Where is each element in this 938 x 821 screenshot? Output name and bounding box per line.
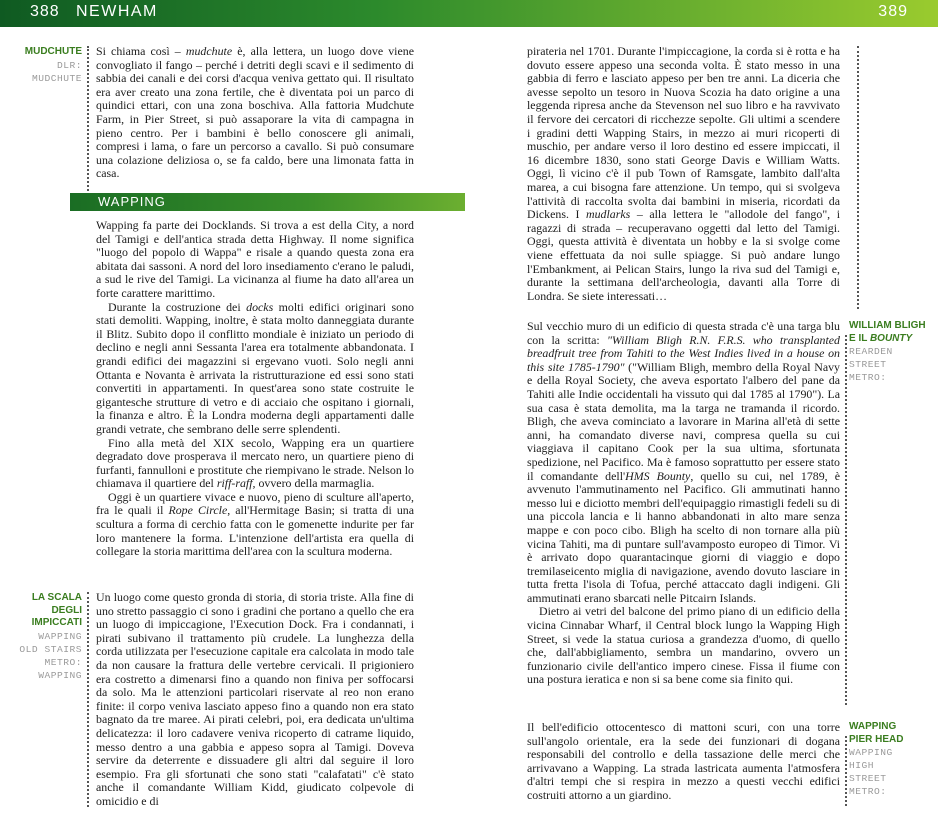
mudchute-paragraph: Si chiama così – mudchute è, alla lettera, un luogo dove viene convogliato il fango – perché i detriti degli scavi e il sedimento di sabbia dei canali e dei corsi d'acqua veniva gettato qui. Il risultato era aver creato una zona fertile, che è diventata poi un parco di quindici ettari, con una zona boschiva. Alla fattoria Mudchute Farm, in Pier Street, si può assaporare la vita di campagna in pieno centro. Per i bambini è bello conoscere gli animali, compresi i lama, o fare un percorso a cavallo. Si può consumare una colazione deliziosa o, se fa caldo, bere una limonata fatta in casa. — [96, 44, 414, 181]
scala-meta-2: OLD STAIRS — [19, 643, 82, 655]
wapping-text — [96, 219, 414, 559]
mudchute-title: MUDCHUTE — [24, 46, 82, 57]
bligh-sidebar — [849, 320, 937, 384]
scala-meta-1: WAPPING — [38, 630, 82, 642]
mudchute-meta-2: MUDCHUTE — [31, 72, 82, 84]
scala-divider — [87, 592, 89, 807]
scala-meta-4: WAPPING — [38, 669, 82, 681]
wapping-paragraph-2: Durante la costruzione dei docks molti edifici originari sono stati demoliti. Wapping, inoltre, è stata molto danneggiata durante il Blitz. Subito dopo il conflitto mondiale è iniziato un periodo di declino e negli anni Sessanta l'area era totalmente abbandonata. I grandi edifici dei magazzini si ergevano vuoti. Solo negli anni Ottanta e Novanta è arrivata la ristrutturazione ed essi sono stati convertiti in appartamenti. In quest'area sono state costruite le gigantesche strutture di vetro e di acciaio che ospitano i giornali, la finanza e altro. È la Londra moderna degli appartamenti dalle grandi vetrate, che sembrano delle serre splendenti. — [96, 299, 414, 436]
scala-title-1: LA SCALA — [31, 592, 82, 603]
bligh-divider — [845, 335, 847, 705]
pierhead-meta-3: STREET — [849, 773, 887, 784]
wapping-banner-label: WAPPING — [98, 194, 166, 209]
pierhead-meta-2: HIGH — [849, 760, 875, 771]
pierhead-paragraph: Il bell'edificio ottocentesco di mattoni scuri, con una torre sull'angolo orientale, era la sede dei funzionari di dogana responsabili del controllo e della tassazione delle merci che arrivavano a Wapping. La strada lastricata aumenta l'atmosfera d'altri tempi che si respira in mezzo a questi vecchi edifici costruiti attorno a un giardino. — [527, 720, 840, 802]
bligh-title-2: E IL BOUNTY — [849, 332, 913, 344]
pierhead-title-2: PIER HEAD — [849, 733, 904, 745]
left-page-number: 388 — [30, 3, 60, 20]
pierhead-divider — [845, 736, 847, 806]
wapping-section-banner — [70, 193, 465, 211]
pierhead-meta-1: WAPPING — [849, 747, 893, 758]
right-page-number: 389 — [878, 3, 908, 20]
mudchute-sidebar — [0, 46, 82, 85]
pierhead-sidebar — [849, 721, 937, 798]
pierhead-title-1: WAPPING — [849, 721, 897, 732]
mudchute-meta-1: DLR: — [56, 59, 82, 71]
bligh-paragraph-2: Dietro ai vetri del balcone del primo piano di un edificio della vicina Cinnabar Wharf, il Central block lungo la Wapping High Street, si vede la statua curiosa a grandezza d'uomo, di quello che, dall'abbigliamento, sembra un mandarino, ovvero un funzionario civile dell'antico impero cinese. Fissa il fiume con una postura ieratica e non si sa bene come sia finito qui. — [527, 604, 840, 687]
scala-text-right — [527, 45, 840, 303]
scala-title-2: DEGLI IMPICCATI — [31, 604, 82, 628]
wapping-paragraph-4: Oggi è un quartiere vivace e nuovo, pieno di sculture all'aperto, fra le quali il Rope Circle, all'Hermitage Basin; si tratta di una scultura a forma di cerchio fatta con le gomenette indurite per far loro mantenere la forma. L'intenzione dell'artista era quella di collegare la storia marittima dell'area con la scultura moderna. — [96, 489, 414, 559]
pierhead-text — [527, 721, 840, 803]
chapter-title: NEWHAM — [76, 3, 158, 20]
bligh-meta-1: REARDEN — [849, 346, 893, 357]
scala-paragraph-2: pirateria nel 1701. Durante l'impiccagione, la corda si è rotta e ha dovuto essere appeso una seconda volta. È stato messo in una gabbia di ferro e lasciato appeso per ben tre anni. La diceria che avesse sepolto un tesoro in Nuova Scozia ha dato origine a una leggenda ripresa anche da Stevenson nel suo libro e ha ravvivato il fervore dei cercatori di ricchezze sepolte. Gli ultimi a scendere i gradini detti Wapping Stairs, in mezzo ai muri ricoperti di muschio, per andare verso il loro destino ed essere impiccati, il 16 dicembre 1830, sono stati George Davis e William Watts. Oggi, lì vicino c'è il pub Town of Ramsgate, lambito dall'alta marea, a cui bisogna fare attenzione. Un tempo, qui si svolgeva l'attività di raccolta svolta dai bambini in miseria, ricordati da Dickens. I mudlarks – alla lettera le "allodole del fango", i ragazzi di strada – recuperavano oggetti dal letto del Tamigi. Oggi, questa attività è diventata un hobby e la si svolge come viene effettuata da noi sulle spiagge. Si può andare lungo l'Embankment, ai Pelican Stairs, lungo la riva sud del Tamigi e, durante la settimana dell'archeologia, davanti alla Torre di Londra. Se siete interessati… — [527, 44, 841, 303]
scala-meta-3: METRO: — [44, 656, 82, 668]
bligh-title-1: WILLIAM BLIGH — [849, 320, 926, 331]
scala-sidebar — [0, 592, 82, 682]
wapping-paragraph-3: Fino alla metà del XIX secolo, Wapping era un quartiere degradato dove prosperava il mercato nero, un quartiere pieno di furfanti, fannulloni e prostitute che riempivano le strade. Nelson lo chiamava il quartiere del riff-raff, ovvero della marmaglia. — [96, 435, 414, 491]
wapping-paragraph-1: Wapping fa parte dei Docklands. Si trova a est della City, a nord del Tamigi e dell'antica strada detta Highway. Il nome significa "luogo del popolo di Wappa" e risale a quando questa zona era abitata dai sassoni. A nord del loro insediamento c'erano le paludi, a sud le rive del Tamigi. La vicinanza al fiume ha dato all'area un forte carattere marittimo. — [96, 218, 414, 300]
scala-text-left — [96, 591, 414, 809]
bligh-paragraph-1: Sul vecchio muro di un edificio di questa strada c'è una targa blu con la scritta: "William Bligh R.N. F.R.S. who transplanted breadfruit tree from Tahiti to the West Indies lived in a house on this site 1785-1790" ("William Bligh, membro della Royal Navy e della Royal Society, che aveva esportato l'albero del pane da Tahiti alle Indie occidentali ha vissuto qui dal 1785 al 1790"). La sua casa è stata demolita, ma la targa ne tramanda il ricordo. Bligh, che aveva cominciato a lavorare in Marina all'età di sette anni, ha comandato diverse navi, compresa quella su cui viaggiava il capitano Cook per la sua ultima, sfortunata spedizione, nel Pacifico. Ma è famoso soprattutto per essere stato il comandante dell'HMS Bounty, quello su cui, nel 1789, è avvenuto l'ammutinamento nel Pacifico. Gli ammutinati hanno messo lui e diciotto membri dell'equipaggio rimastigli fedeli su di una piccola lancia e li hanno abbandonati in alto mare senza mappe e con poco cibo. Bligh ha scelto di non tornare alla più vicina Tahiti, ma di puntare sull'avamposto europeo di Timor. Vi è arrivato dopo quarantacinque giorni di viaggio e dopo tremilaseicento miglia di navigazione, avendo dovuto lasciare in tutta fretta l'isola di Tofua, perché attaccato dagli indigeni. Gli ammutinati erano sbarcati nelle Pitcairn Islands. — [527, 319, 841, 605]
scala-right-divider — [857, 46, 859, 309]
bligh-meta-2: STREET — [849, 359, 887, 370]
mudchute-text — [96, 45, 414, 181]
pierhead-meta-4: METRO: — [849, 786, 887, 797]
bligh-text — [527, 320, 840, 687]
mudchute-divider — [87, 46, 89, 191]
scala-paragraph-1: Un luogo come questo gronda di storia, di storia triste. Alla fine di uno stretto passaggio ci sono i gradini che portano a quello che era un luogo di impiccagione, l'Execution Dock. Fra i condannati, i pirati subivano il trattamento più crudele. La lunghezza della corda utilizzata per l'esecuzione capitale era calcolata in modo tale da non causare la frattura delle vertebre cervicali. Il prigioniero era costretto a dimenarsi fino a quando non finiva per soffocarsi da solo. Ma le attenzioni particolari riservate al reo non erano finite: il corpo veniva lasciato appeso fino a quando non era stato bagnato da tre maree. Ai pirati celebri, poi, era dedicata un'ultima delicatezza: il loro cadavere veniva ricoperto di catrame liquido, messo dentro a una gabbia e appeso sopra al Tamigi. Doveva servire da deterrente e dissuadere gli altri dal seguire il loro esempio. Fra gli sfortunati che sono stati "calafatati" c'è stato anche il comandante William Kidd, giudicato colpevole di omicidio e di — [96, 590, 414, 808]
bligh-meta-3: METRO: — [849, 372, 887, 383]
page-header — [0, 0, 938, 27]
